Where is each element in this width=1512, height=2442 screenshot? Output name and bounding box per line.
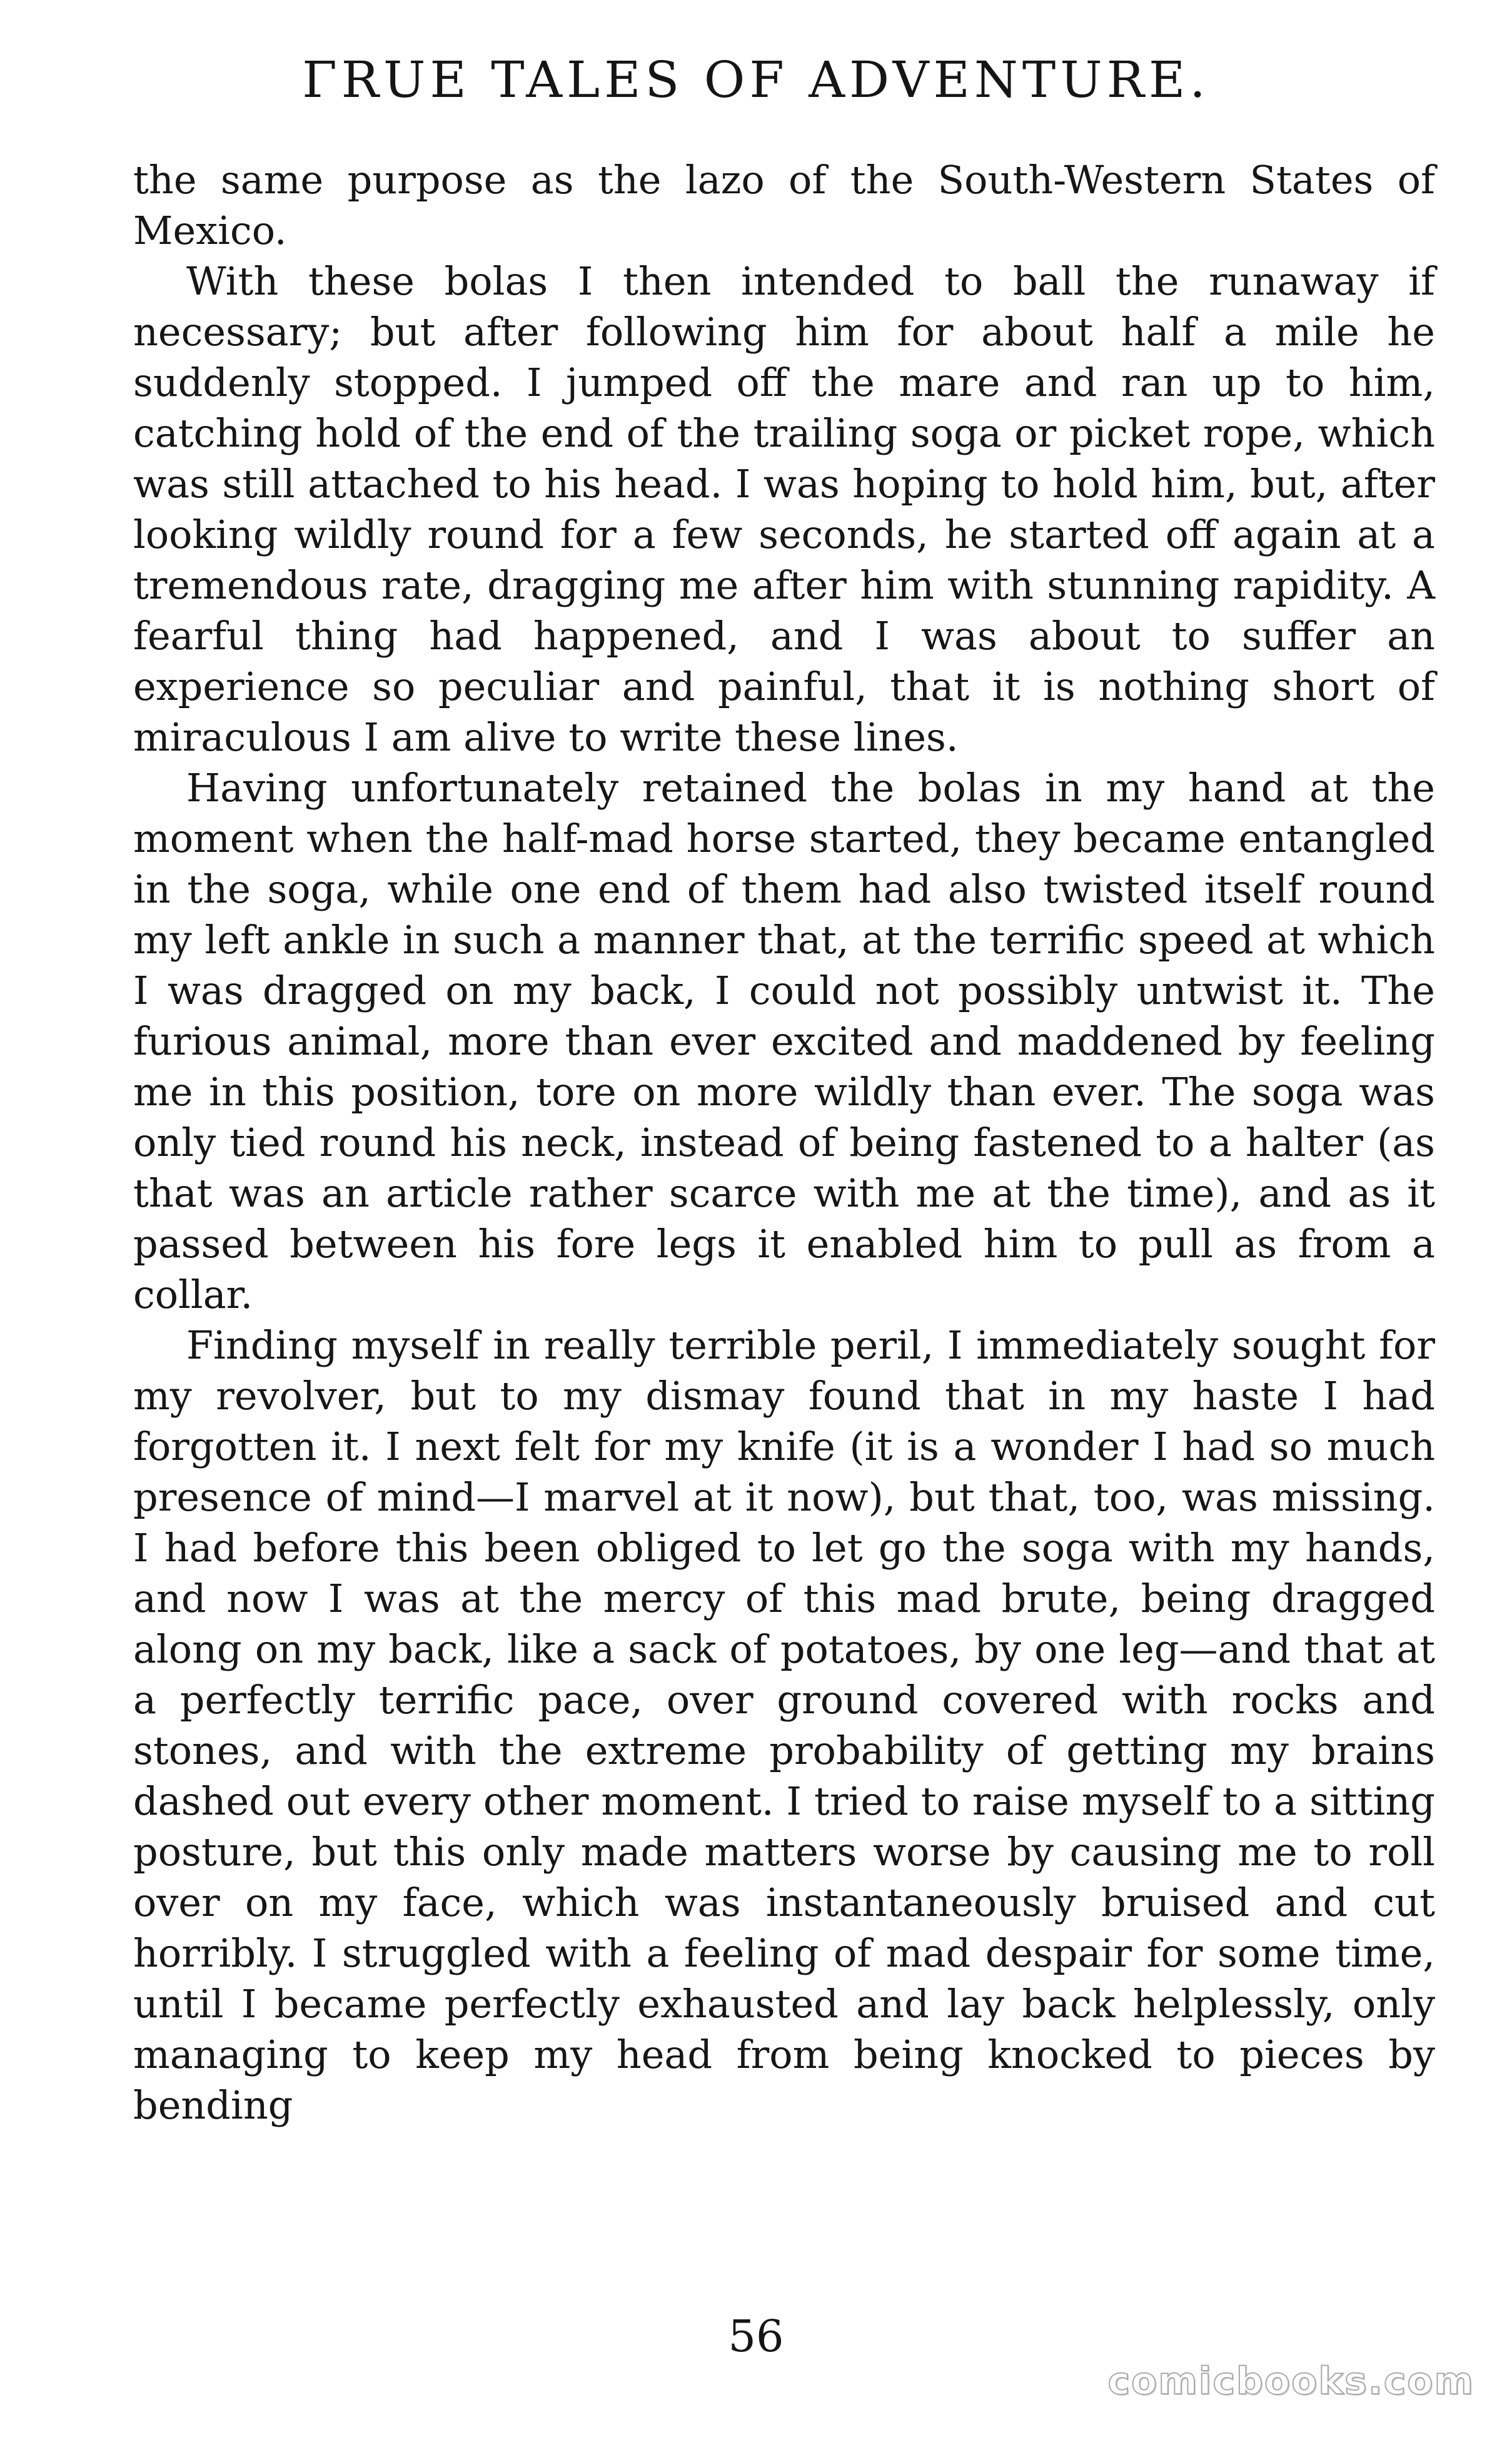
text-column <box>133 155 1435 2130</box>
page-number: 56 <box>728 2311 784 2362</box>
watermark: comicbooks.com <box>1107 2359 1474 2403</box>
paragraph-continued: the same purpose as the lazo of the South-Western States of Mexico. <box>133 157 1435 253</box>
running-head: ΓRUE TALES OF ADVENTURE. <box>302 51 1210 109</box>
paragraph: Finding myself in really terrible peril, I immediately sought for my revolver, but to my dismay found that in my haste I had forgotten it. I next felt for my knife (it is a wonder I had so much presence of mind—I marvel at it now), but that, too, was missing. I had before this been obliged to let go the soga with my hands, and now I was at the mercy of this mad brute, being dragged along on my back, like a sack of potatoes, by one leg—and that at a perfectly terrific pace, over ground covered with rocks and stones, and with the extreme probability of getting my brains dashed out every other moment. I tried to raise myself to a sitting posture, but this only made matters worse by causing me to roll over on my face, which was instantaneously bruised and cut horribly. I struggled with a feeling of mad despair for some time, until I became perfectly exhausted and lay back helplessly, only managing to keep my head from being knocked to pieces by bending <box>133 1322 1435 2128</box>
paragraph: Having unfortunately retained the bolas in my hand at the moment when the half-mad horse started, they became entangled in the soga, while one end of them had also twisted itself round my left ankle in such a manner that, at the terrific speed at which I was dragged on my back, I could not possibly untwist it. The furious animal, more than ever excited and maddened by feeling me in this position, tore on more wildly than ever. The soga was only tied round his neck, instead of being fastened to a halter (as that was an article rather scarce with me at the time), and as it passed between his fore legs it enabled him to pull as from a collar. <box>133 765 1435 1317</box>
paragraph: With these bolas I then intended to ball the runaway if necessary; but after following him for about half a mile he suddenly stopped. I jumped off the mare and ran up to him, catching hold of the end of the trailing soga or picket rope, which was still attached to his head. I was hoping to hold him, but, after looking wildly round for a few seconds, he started off again at a tremendous rate, dragging me after him with stunning rapidity. A fearful thing had happened, and I was about to suffer an experience so peculiar and painful, that it is nothing short of miraculous I am alive to write these lines. <box>133 258 1435 760</box>
